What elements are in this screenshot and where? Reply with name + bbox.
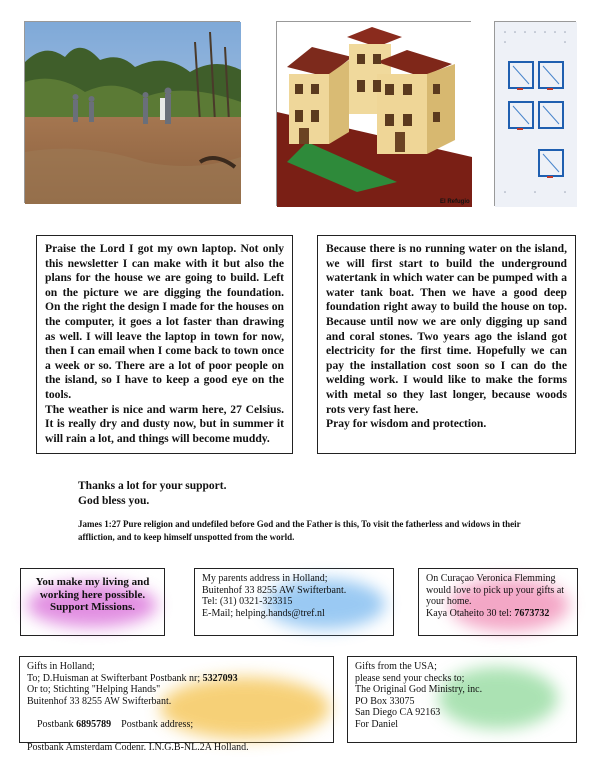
holland-gifts-card xyxy=(19,656,334,753)
holland-line-1: Gifts in Holland; xyxy=(27,661,95,672)
field-photo-graphic xyxy=(25,22,241,204)
left-paragraph-1: Praise the Lord I got my own laptop. Not only this newsletter I can make with it but also the plans for the house we are going to build. Left on the picture we are digging the foundation. On the right the design I made for the houses on the computer, it goes a lot faster than drawing as well. I will leave the laptop in town for now, then I can email when I come back to town once a week or so. There are a lot of poor people on the island, so I have to keep a good eye on the tools. xyxy=(45,242,284,401)
usa-line-2: please send your checks to; xyxy=(355,672,465,684)
house-render-caption: El Refugio xyxy=(440,199,470,205)
curacao-phone: 7673732 xyxy=(514,607,550,619)
thanks-line-2: God bless you. xyxy=(78,494,150,507)
curacao-line-3: your home. xyxy=(426,596,472,607)
parents-line-1: My parents address in Holland; xyxy=(202,573,328,584)
floor-plan-image xyxy=(494,21,576,206)
newsletter-left-box xyxy=(36,235,293,454)
right-paragraph-2: Pray for wisdom and protection. xyxy=(326,417,487,431)
parents-line-3: Tel: (31) 0321-323315 xyxy=(202,596,293,607)
holland-recipient: To; D.Huisman at Swifterbant Postbank nr; xyxy=(27,672,203,684)
holland-postbank-address-label: Postbank address; xyxy=(111,718,194,730)
curacao-line-4 xyxy=(426,608,570,620)
newsletter-right-box xyxy=(317,235,576,454)
holland-line-5 xyxy=(27,707,326,742)
left-paragraph-2: The weather is nice and warm here, 27 Celsius. It is really dry and dusty now, but in summer it will rain a lot, and things will become muddy. xyxy=(45,402,284,445)
holland-postbank-number-2: 6895789 xyxy=(76,718,112,730)
right-paragraph-1: Because there is no running water on the island, we will first start to build the underground watertank in which water can be pumped with a water tank boat. Then we have a good deep foundation right away to build the house on top. Because until now we are only digging up sand and coral stones. Two years ago the island got electricity for the first time. Hopefully we can pay the installation cost soon so I can do the welding work. I would like to make the forms with metal so they last longer, because woods rots very fast here. xyxy=(326,242,567,416)
usa-line-4: PO Box 33075 xyxy=(355,695,415,707)
curacao-line-2: would love to pick up your gifts at xyxy=(426,584,565,596)
curacao-address: Kaya Otaheito 30 tel: xyxy=(426,607,515,619)
curacao-contact-card xyxy=(418,568,578,636)
usa-gifts-card xyxy=(347,656,577,743)
usa-line-6: For Daniel xyxy=(355,718,399,730)
holland-postbank-label: Postbank xyxy=(37,718,77,730)
house-design-render xyxy=(276,21,471,206)
holland-line-6: Postbank Amsterdam Codenr. I.N.G.B-NL.2A Holland. xyxy=(27,741,249,753)
field-photo xyxy=(24,21,240,203)
floor-plan-graphic xyxy=(495,22,577,207)
parents-line-2: Buitenhof 33 8255 AW Swifterbant. xyxy=(202,584,347,596)
thanks-line-1: Thanks a lot for your support. xyxy=(78,480,227,492)
usa-line-5: San Diego CA 92163 xyxy=(355,707,441,718)
thanks-message xyxy=(78,479,226,508)
bible-quote: James 1:27 Pure religion and undefiled before God and the Father is this, To visit the fatherless and widows in their affliction, and to keep himself unspotted from the world. xyxy=(78,519,521,542)
parents-email: E-Mail; helping.hands@tref.nl xyxy=(202,607,325,619)
curacao-line-1: On Curaçao Veronica Flemming xyxy=(426,573,556,584)
holland-line-2 xyxy=(27,673,326,685)
support-line-2: working here possible. xyxy=(39,588,146,601)
holland-line-4: Buitenhof 33 8255 AW Swifterbant. xyxy=(27,695,172,707)
usa-line-3: The Original God Ministry, inc. xyxy=(355,684,483,695)
holland-postbank-number-1: 5327093 xyxy=(202,672,238,684)
holland-line-3: Or to; Stichting "Helping Hands" xyxy=(27,684,161,695)
house-render-graphic xyxy=(277,22,472,207)
parents-address-card xyxy=(194,568,394,636)
support-line-1: You make my living and xyxy=(35,576,150,588)
usa-line-1: Gifts from the USA; xyxy=(355,661,437,672)
support-line-3: Support Missions. xyxy=(50,601,135,613)
support-missions-card xyxy=(20,568,165,636)
